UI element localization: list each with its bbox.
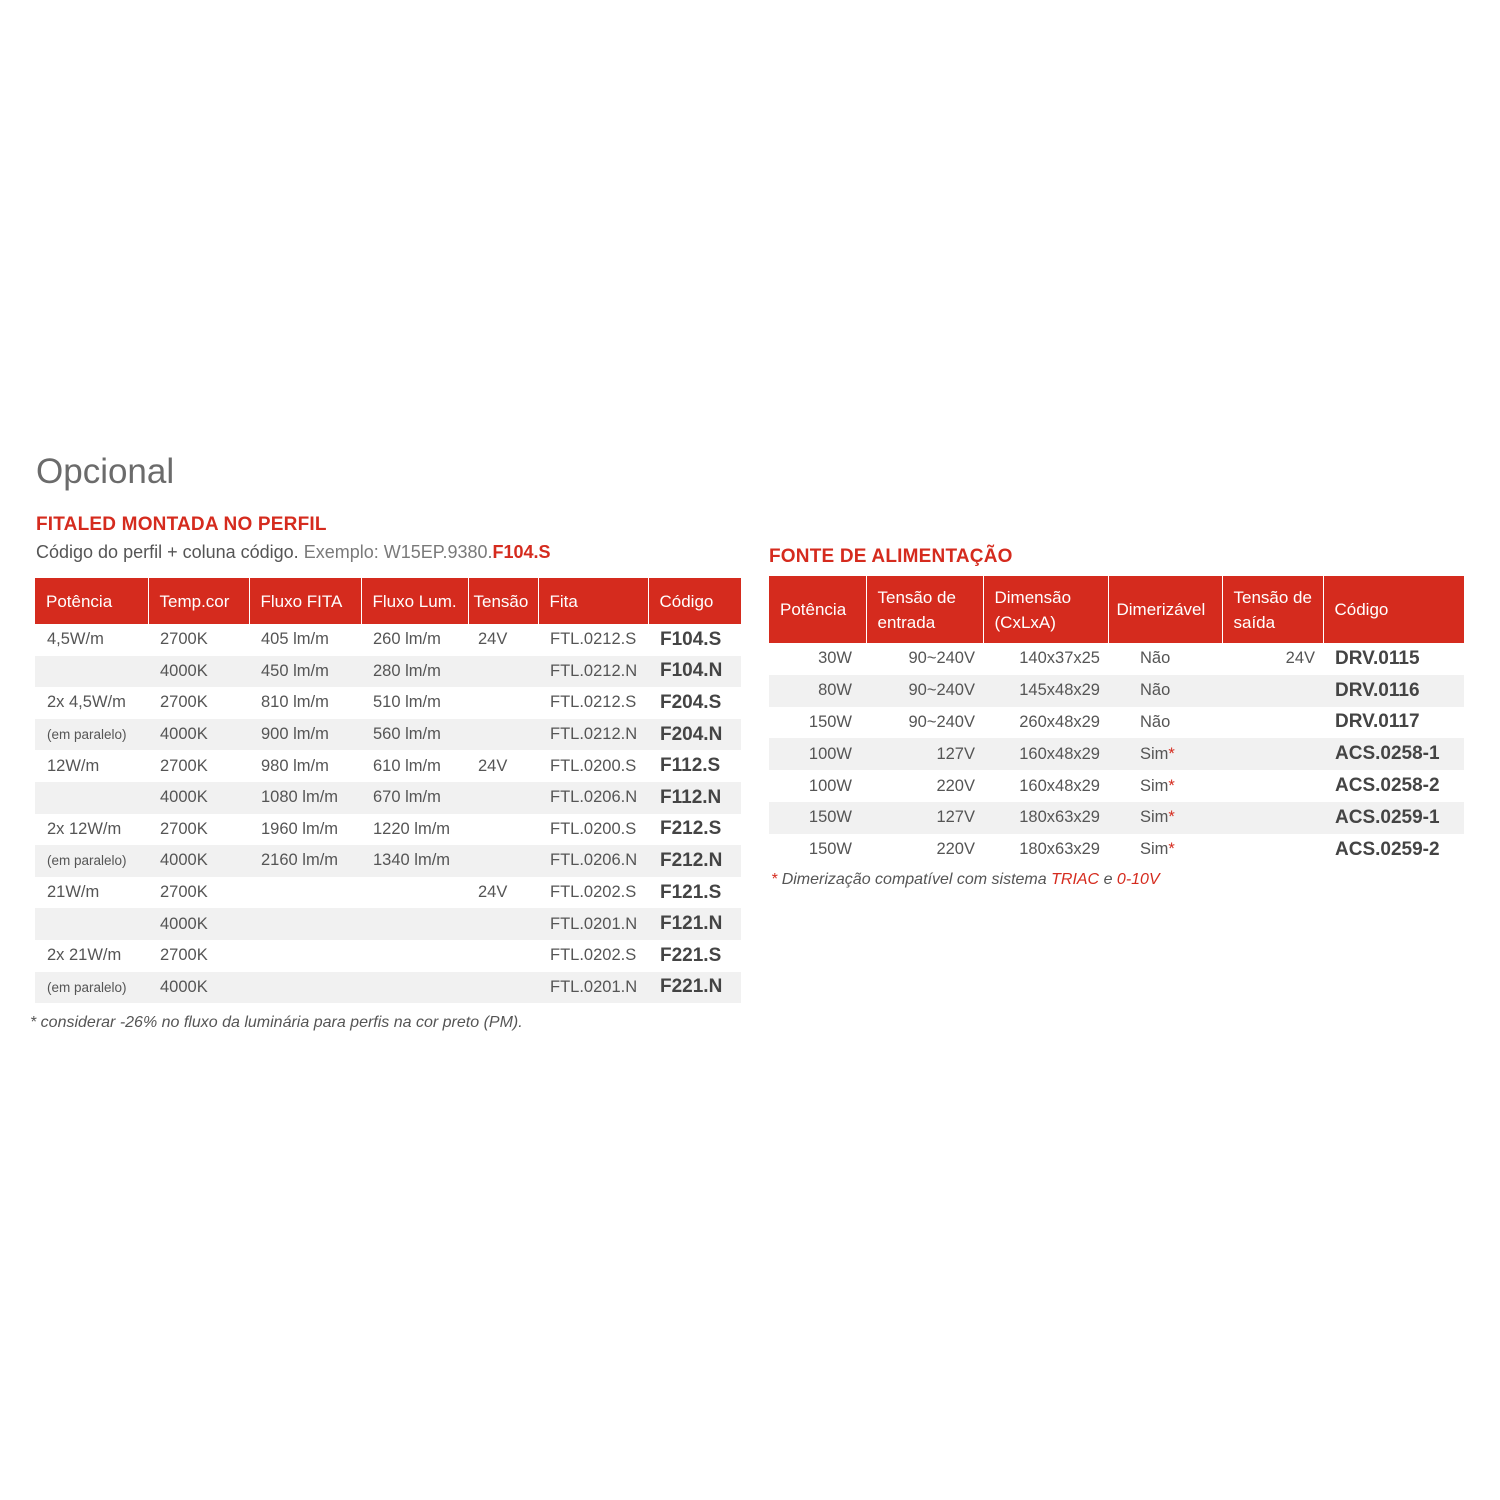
cell-tensao-entrada: 127V xyxy=(866,802,983,834)
cell-tensao-saida xyxy=(1222,738,1323,770)
cell-potencia: 80W xyxy=(769,675,866,707)
table-row xyxy=(769,802,1464,834)
table-row xyxy=(35,972,741,1004)
fitaled-footnote: * considerar -26% no fluxo da luminária para perfis na cor preto (PM). xyxy=(30,1014,523,1031)
cell-codigo: F221.S xyxy=(660,944,722,966)
cell-fluxo-fita: 1960 lm/m xyxy=(261,819,339,838)
cell-tensao: 24V xyxy=(478,630,508,649)
cell-tensao xyxy=(468,940,538,972)
asterisk-mark: * xyxy=(1168,808,1175,827)
cell-tensao-entrada: 90~240V xyxy=(908,712,975,731)
cell-dimerizavel xyxy=(1108,770,1222,802)
cell-potencia: 2x 12W/m xyxy=(47,819,122,838)
footnote-triac: TRIAC xyxy=(1051,871,1100,888)
cell-tensao: 24V xyxy=(478,756,508,775)
cell-codigo: DRV.0116 xyxy=(1323,675,1464,707)
cell-potencia: (em paralelo) xyxy=(35,972,148,1004)
cell-fluxo-fita xyxy=(249,877,361,909)
cell-fluxo-fita xyxy=(249,940,361,972)
table-row xyxy=(35,940,741,972)
footnote-0-10v: 0-10V xyxy=(1116,871,1160,888)
col-header-potencia: Potência xyxy=(769,576,866,643)
fonte-table-body xyxy=(769,643,1464,866)
cell-tensao xyxy=(468,845,538,877)
cell-tensao xyxy=(468,719,538,751)
table-row xyxy=(35,624,741,656)
col-header-codigo: Código xyxy=(1323,576,1464,643)
fitaled-subtitle xyxy=(36,540,551,564)
cell-tensao-saida xyxy=(1222,802,1323,834)
table-row xyxy=(35,687,741,719)
asterisk-mark: * xyxy=(1168,776,1175,795)
cell-dimensao: 140x37x25 xyxy=(1019,649,1100,668)
table-row xyxy=(769,770,1464,802)
cell-dimensao: 180x63x29 xyxy=(1019,840,1100,859)
col-header-tensao-entrada: Tensão de entrada xyxy=(866,576,983,643)
col-header-fluxo-lum: Fluxo Lum. xyxy=(361,578,468,624)
cell-tensao-saida xyxy=(1222,675,1323,707)
cell-potencia: 150W xyxy=(808,840,852,859)
cell-fita: FTL.0202.S xyxy=(550,946,637,965)
cell-dimerizavel xyxy=(1108,802,1222,834)
cell-fluxo-lum: 280 lm/m xyxy=(361,656,468,688)
cell-potencia: 30W xyxy=(818,649,852,668)
cell-codigo: ACS.0259-2 xyxy=(1335,838,1440,860)
cell-fluxo-lum xyxy=(361,908,468,940)
cell-codigo: ACS.0258-2 xyxy=(1335,775,1440,797)
cell-fluxo-fita: 980 lm/m xyxy=(261,756,329,775)
cell-fluxo-fita: 450 lm/m xyxy=(249,656,361,688)
cell-fluxo-lum: 510 lm/m xyxy=(373,693,441,712)
col-header-dimerizavel: Dimerizável xyxy=(1108,576,1222,643)
cell-potencia: 150W xyxy=(769,802,866,834)
cell-codigo: F104.S xyxy=(660,628,722,650)
cell-codigo: F212.S xyxy=(660,818,722,840)
cell-tensao xyxy=(468,972,538,1004)
cell-potencia: 2x 21W/m xyxy=(47,946,122,965)
cell-dimerizavel: Não xyxy=(1108,675,1222,707)
subtitle-main: Código do perfil + coluna código. xyxy=(36,542,299,562)
cell-codigo: F112.S xyxy=(660,755,721,777)
cell-potencia: 21W/m xyxy=(47,883,100,902)
table-row xyxy=(35,908,741,940)
cell-codigo: F204.N xyxy=(648,719,741,751)
fitaled-section-title: FITALED MONTADA NO PERFIL xyxy=(36,514,327,535)
cell-potencia: (em paralelo) xyxy=(35,845,148,877)
cell-tensao xyxy=(468,814,538,846)
cell-tensao-saida xyxy=(1222,707,1323,739)
table-row xyxy=(35,782,741,814)
cell-codigo: F221.N xyxy=(648,972,741,1004)
cell-potencia xyxy=(35,908,148,940)
col-header-temp-cor: Temp.cor xyxy=(148,578,249,624)
cell-temp-cor: 4000K xyxy=(148,656,249,688)
cell-codigo: ACS.0258-1 xyxy=(1323,738,1464,770)
cell-fluxo-fita: 810 lm/m xyxy=(261,693,329,712)
cell-codigo: ACS.0259-1 xyxy=(1323,802,1464,834)
col-header-tensao: Tensão xyxy=(468,578,538,624)
dimerizavel-value: Sim* xyxy=(1140,776,1175,795)
cell-temp-cor: 2700K xyxy=(160,630,208,649)
cell-codigo: DRV.0115 xyxy=(1335,647,1420,669)
cell-dimerizavel: Não xyxy=(1140,712,1171,731)
table-row xyxy=(35,877,741,909)
cell-fluxo-lum xyxy=(361,877,468,909)
table-row xyxy=(769,675,1464,707)
dimerizavel-value: Sim* xyxy=(1140,840,1175,859)
cell-temp-cor: 2700K xyxy=(160,883,208,902)
cell-tensao-entrada: 220V xyxy=(936,776,975,795)
cell-tensao-entrada: 90~240V xyxy=(908,649,975,668)
cell-tensao xyxy=(468,656,538,688)
cell-temp-cor: 4000K xyxy=(148,782,249,814)
cell-codigo: F112.N xyxy=(648,782,741,814)
cell-fluxo-fita: 900 lm/m xyxy=(249,719,361,751)
cell-tensao-saida xyxy=(1222,834,1323,866)
subtitle-example-code: F104.S xyxy=(492,542,551,562)
col-header-fita: Fita xyxy=(538,578,648,624)
cell-codigo: F204.S xyxy=(660,691,722,713)
cell-fita: FTL.0201.N xyxy=(538,908,648,940)
cell-fluxo-lum xyxy=(361,940,468,972)
col-header-potencia: Potência xyxy=(35,578,148,624)
cell-codigo: F104.N xyxy=(648,656,741,688)
col-header-dimensao: Dimensão (CxLxA) xyxy=(983,576,1108,643)
cell-tensao-entrada: 220V xyxy=(936,840,975,859)
cell-potencia xyxy=(35,782,148,814)
cell-fluxo-fita: 1080 lm/m xyxy=(249,782,361,814)
table-row xyxy=(35,656,741,688)
cell-tensao-saida: 24V xyxy=(1285,649,1315,668)
cell-fluxo-lum xyxy=(361,972,468,1004)
cell-potencia: 2x 4,5W/m xyxy=(47,693,126,712)
cell-tensao: 24V xyxy=(478,883,508,902)
cell-fita: FTL.0212.S xyxy=(550,630,637,649)
table-row xyxy=(769,643,1464,675)
dimerizavel-value: Sim* xyxy=(1140,744,1175,763)
cell-fita: FTL.0202.S xyxy=(550,883,637,902)
cell-fluxo-lum: 670 lm/m xyxy=(361,782,468,814)
cell-dimerizavel xyxy=(1108,834,1222,866)
asterisk-mark: * xyxy=(1168,840,1175,859)
fitaled-table xyxy=(35,578,741,1003)
cell-dimensao: 180x63x29 xyxy=(983,802,1108,834)
cell-tensao-entrada: 127V xyxy=(866,738,983,770)
cell-dimensao: 260x48x29 xyxy=(1019,712,1100,731)
cell-potencia: 100W xyxy=(769,738,866,770)
cell-dimensao: 160x48x29 xyxy=(983,738,1108,770)
cell-fluxo-lum: 560 lm/m xyxy=(361,719,468,751)
table-row xyxy=(769,834,1464,866)
fonte-table xyxy=(769,576,1464,866)
table-row xyxy=(35,719,741,751)
cell-temp-cor: 4000K xyxy=(148,972,249,1004)
cell-tensao-saida xyxy=(1222,770,1323,802)
cell-tensao xyxy=(468,908,538,940)
cell-fluxo-fita xyxy=(249,972,361,1004)
footnote-star: * xyxy=(771,871,778,888)
cell-fluxo-fita: 2160 lm/m xyxy=(249,845,361,877)
cell-temp-cor: 2700K xyxy=(160,946,208,965)
cell-temp-cor: 4000K xyxy=(148,719,249,751)
cell-temp-cor: 4000K xyxy=(148,908,249,940)
dimerizavel-value: Sim* xyxy=(1140,808,1175,827)
cell-potencia: 4,5W/m xyxy=(47,630,104,649)
col-header-fluxo-fita: Fluxo FITA xyxy=(249,578,361,624)
cell-fita: FTL.0212.N xyxy=(538,719,648,751)
col-header-codigo: Código xyxy=(648,578,741,624)
fonte-section-title: FONTE DE ALIMENTAÇÃO xyxy=(769,546,1013,567)
cell-fita: FTL.0206.N xyxy=(538,845,648,877)
cell-temp-cor: 2700K xyxy=(160,756,208,775)
col-header-tensao-saida: Tensão de saída xyxy=(1222,576,1323,643)
cell-dimerizavel: Não xyxy=(1140,649,1171,668)
asterisk-mark: * xyxy=(1168,744,1175,763)
cell-fluxo-lum: 260 lm/m xyxy=(373,630,441,649)
cell-dimensao: 160x48x29 xyxy=(1019,776,1100,795)
cell-codigo: F121.N xyxy=(648,908,741,940)
cell-tensao xyxy=(468,782,538,814)
cell-codigo: F212.N xyxy=(648,845,741,877)
cell-tensao xyxy=(468,687,538,719)
cell-fluxo-lum: 610 lm/m xyxy=(373,756,441,775)
table-row xyxy=(35,750,741,782)
fitaled-header-row xyxy=(35,578,741,624)
cell-potencia: 12W/m xyxy=(47,756,100,775)
footnote-mid: e xyxy=(1103,871,1113,888)
cell-fita: FTL.0201.N xyxy=(538,972,648,1004)
cell-fluxo-lum: 1220 lm/m xyxy=(373,819,451,838)
table-row xyxy=(769,738,1464,770)
cell-fita: FTL.0212.N xyxy=(538,656,648,688)
cell-codigo: DRV.0117 xyxy=(1335,711,1420,733)
fonte-footnote xyxy=(771,870,1160,890)
cell-fluxo-fita: 405 lm/m xyxy=(261,630,329,649)
footnote-text: Dimerização compatível com sistema xyxy=(781,871,1047,888)
table-row xyxy=(35,814,741,846)
cell-dimensao: 145x48x29 xyxy=(983,675,1108,707)
cell-potencia: 100W xyxy=(808,776,852,795)
cell-temp-cor: 2700K xyxy=(160,819,208,838)
cell-dimerizavel xyxy=(1108,738,1222,770)
cell-fita: FTL.0200.S xyxy=(550,756,637,775)
table-row xyxy=(769,707,1464,739)
cell-temp-cor: 2700K xyxy=(160,693,208,712)
cell-fita: FTL.0200.S xyxy=(550,819,637,838)
cell-potencia: 150W xyxy=(808,712,852,731)
subtitle-example: Exemplo: W15EP.9380. xyxy=(303,542,493,562)
cell-fita: FTL.0206.N xyxy=(538,782,648,814)
cell-fluxo-fita xyxy=(249,908,361,940)
cell-potencia xyxy=(35,656,148,688)
fitaled-table-body xyxy=(35,624,741,1003)
table-row xyxy=(35,845,741,877)
cell-tensao-entrada: 90~240V xyxy=(866,675,983,707)
fonte-header-row xyxy=(769,576,1464,643)
cell-potencia: (em paralelo) xyxy=(35,719,148,751)
cell-fita: FTL.0212.S xyxy=(550,693,637,712)
cell-temp-cor: 4000K xyxy=(148,845,249,877)
page-title: Opcional xyxy=(36,452,175,491)
cell-fluxo-lum: 1340 lm/m xyxy=(361,845,468,877)
cell-codigo: F121.S xyxy=(660,881,722,903)
